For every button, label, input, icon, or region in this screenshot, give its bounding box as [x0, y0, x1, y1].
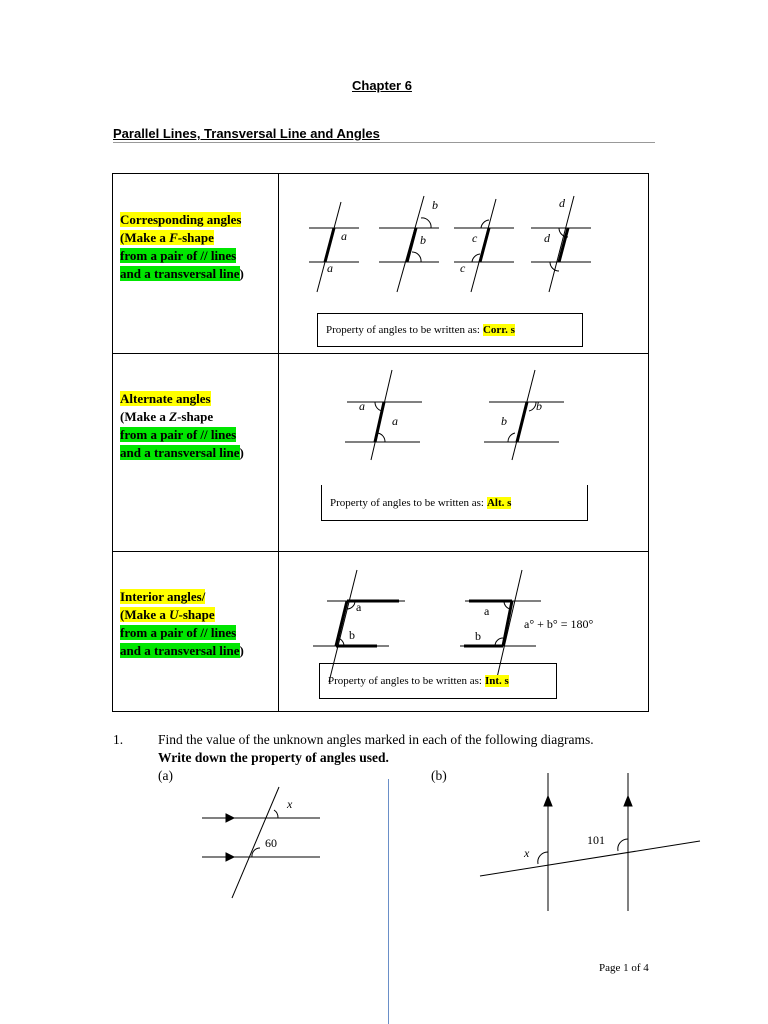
property-box: Property of angles to be written as: Alt. s [321, 485, 588, 521]
row-label-cell [113, 354, 279, 552]
diagram-label: a [327, 261, 333, 275]
interior-label: Interior angles/ (Make a U-shape from a pair of // lines and a transversal line) [120, 589, 244, 658]
diagram-label: b [501, 414, 507, 428]
angle-types-table [112, 173, 649, 712]
topic-heading: Parallel Lines, Transversal Line and Angles [113, 126, 380, 141]
question-number: 1. [113, 732, 124, 747]
angle-label: 101 [587, 833, 605, 847]
diagram-label: a [392, 414, 398, 428]
question-text: Find the value of the unknown angles marked in each of the following diagrams. Write down the property of angles used. [158, 732, 594, 765]
diagram-label: b [432, 198, 438, 212]
angle-label: 60 [265, 836, 277, 850]
diagram-label: d [559, 196, 565, 210]
angle-label: x [287, 797, 293, 811]
chapter-heading: Chapter 6 [352, 78, 412, 93]
table-row [113, 552, 649, 712]
diagram-label: c [472, 231, 478, 245]
diagram-part-a [190, 785, 340, 905]
angle-label: x [524, 846, 530, 860]
angle-equation: a° + b° = 180° [524, 617, 594, 631]
diagram-label: a [341, 229, 347, 243]
diagram-label: b [536, 399, 542, 413]
heading-rule [113, 142, 655, 143]
diagram-label: b [420, 233, 426, 247]
diagram-label: c [460, 261, 466, 275]
column-divider [388, 779, 389, 1024]
row-label-cell [113, 174, 279, 354]
alternate-diagram [279, 354, 648, 551]
diagram-label: a [359, 399, 365, 413]
row-label-cell [113, 552, 279, 712]
page-number: Page 1 of 4 [599, 962, 649, 974]
table-row [113, 354, 649, 552]
diagram-label: b [349, 628, 355, 642]
corresponding-label: Corresponding angles (Make a F-shape from a pair of // lines and a transversal line) [120, 212, 244, 281]
diagram-label: a [356, 600, 362, 614]
row-diagram-cell [279, 174, 649, 354]
part-a-label: (a) [158, 768, 173, 783]
diagram-label: d [544, 231, 550, 245]
diagram-label: a [484, 604, 490, 618]
diagram-part-b [475, 768, 705, 918]
row-diagram-cell [279, 354, 649, 552]
property-box: Property of angles to be written as: Corr. s [317, 313, 583, 347]
table-row [113, 174, 649, 354]
property-box: Property of angles to be written as: Int. s [319, 663, 557, 699]
part-b-label: (b) [431, 768, 447, 783]
diagram-label: b [475, 629, 481, 643]
row-diagram-cell [279, 552, 649, 712]
alternate-label: Alternate angles (Make a Z-shape from a pair of // lines and a transversal line) [120, 391, 244, 460]
